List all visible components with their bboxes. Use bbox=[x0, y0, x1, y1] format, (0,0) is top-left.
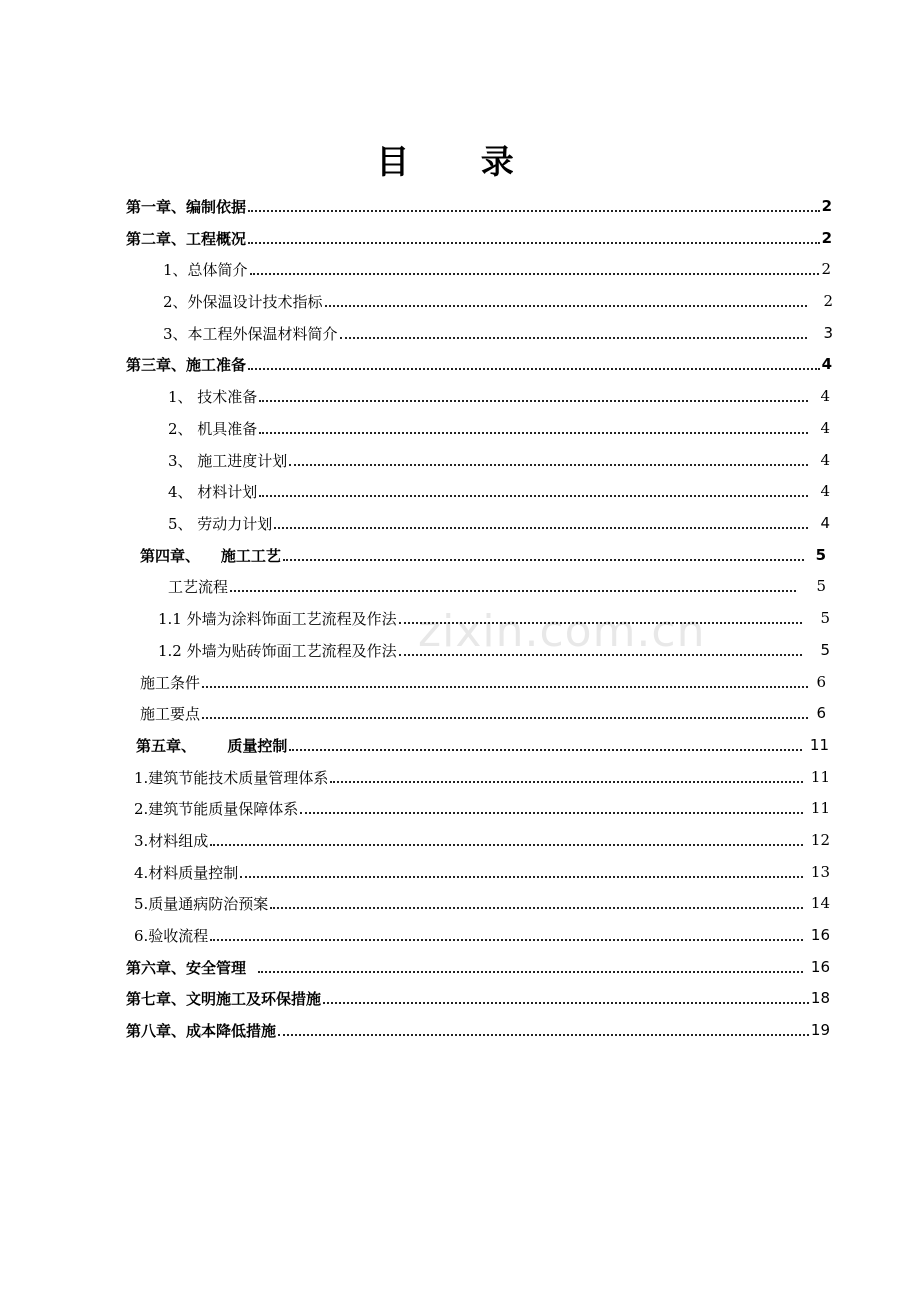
toc-entry-label: 第七章、文明施工及环保措施 bbox=[126, 989, 322, 1008]
toc-entry-page: 13 bbox=[810, 863, 830, 881]
toc-entry-label: 5.质量通病防治预案 bbox=[134, 894, 269, 913]
dot-leader bbox=[248, 210, 820, 212]
dot-leader bbox=[250, 273, 820, 275]
toc-entry-page: 14 bbox=[810, 894, 830, 912]
toc-entry-page: 11 bbox=[810, 768, 830, 786]
toc-entry-label: 第二章、工程概况 bbox=[126, 229, 247, 248]
toc-entry-page: 16 bbox=[810, 926, 830, 944]
toc-entry-label: 1.建筑节能技术质量管理体系 bbox=[134, 768, 329, 787]
toc-entry-label: 1.2 外墙为贴砖饰面工艺流程及作法 bbox=[158, 641, 397, 660]
toc-entry-page: 5 bbox=[820, 609, 830, 627]
toc-entry-page: 2 bbox=[821, 260, 831, 278]
toc-entry-chapter-1[interactable] bbox=[126, 192, 832, 220]
dot-leader bbox=[289, 749, 802, 751]
toc-entry-chapter-4[interactable] bbox=[140, 541, 826, 569]
toc-entry-label: 施工要点 bbox=[140, 704, 201, 723]
toc-entry-label: 第六章、安全管理 bbox=[126, 958, 247, 977]
toc-entry-3-2[interactable] bbox=[168, 414, 830, 442]
dot-leader bbox=[278, 1034, 809, 1036]
toc-entry-page: 4 bbox=[820, 419, 830, 437]
toc-entry-5-4[interactable] bbox=[134, 858, 830, 886]
toc-entry-label: 3.材料组成 bbox=[134, 831, 209, 850]
toc-entry-page: 5 bbox=[815, 546, 826, 564]
toc-entry-5-6[interactable] bbox=[134, 921, 830, 949]
dot-leader bbox=[340, 337, 808, 339]
dot-leader bbox=[323, 1002, 809, 1004]
toc-entry-4-process[interactable] bbox=[168, 572, 826, 600]
watermark: zixin.com.cn bbox=[418, 606, 706, 657]
toc-entry-page: 4 bbox=[821, 355, 832, 373]
toc-entry-label: 第八章、成本降低措施 bbox=[126, 1021, 277, 1040]
toc-entry-3-1[interactable] bbox=[168, 382, 830, 410]
toc-entry-page: 18 bbox=[810, 989, 830, 1007]
toc-entry-label: 2、外保温设计技术指标 bbox=[163, 292, 323, 311]
dot-leader bbox=[258, 971, 803, 973]
toc-entry-5-3[interactable] bbox=[134, 826, 830, 854]
dot-leader bbox=[325, 305, 808, 307]
dot-leader bbox=[202, 717, 808, 719]
dot-leader bbox=[274, 527, 808, 529]
toc-entry-label: 3、本工程外保温材料简介 bbox=[163, 324, 338, 343]
toc-entry-page: 16 bbox=[810, 958, 830, 976]
toc-entry-chapter-3[interactable] bbox=[126, 350, 832, 378]
toc-entry-chapter-6[interactable] bbox=[126, 953, 830, 981]
toc-entry-4-conditions[interactable] bbox=[140, 668, 826, 696]
toc-entry-label: 5、 劳动力计划 bbox=[168, 514, 273, 533]
dot-leader bbox=[202, 686, 808, 688]
toc-entry-page: 3 bbox=[823, 324, 833, 342]
dot-leader bbox=[210, 939, 803, 941]
dot-leader bbox=[240, 876, 803, 878]
page-title: 目 录 bbox=[376, 142, 544, 181]
toc-entry-label: 施工条件 bbox=[140, 673, 201, 692]
toc-entry-page: 4 bbox=[820, 451, 830, 469]
toc-entry-label: 4、 材料计划 bbox=[168, 482, 258, 501]
dot-leader bbox=[259, 432, 808, 434]
toc-entry-5-2[interactable] bbox=[134, 794, 830, 822]
toc-entry-label: 2.建筑节能质量保障体系 bbox=[134, 799, 299, 818]
dot-leader bbox=[248, 368, 820, 370]
toc-entry-4-1-1[interactable] bbox=[158, 604, 830, 632]
dot-leader bbox=[230, 590, 796, 592]
toc-entry-label: 2、 机具准备 bbox=[168, 419, 258, 438]
toc-entry-5-5[interactable] bbox=[134, 889, 830, 917]
toc-entry-page: 6 bbox=[816, 673, 826, 691]
toc-entry-chapter-7[interactable] bbox=[126, 984, 830, 1012]
toc-entry-page: 11 bbox=[810, 799, 830, 817]
dot-leader bbox=[270, 907, 803, 909]
toc-entry-page: 4 bbox=[820, 514, 830, 532]
toc-entry-2-3[interactable] bbox=[163, 319, 833, 347]
toc-entry-2-1[interactable] bbox=[163, 255, 831, 283]
toc-entry-chapter-5[interactable] bbox=[136, 731, 829, 759]
toc-entry-4-1-2[interactable] bbox=[158, 636, 830, 664]
toc-entry-page: 5 bbox=[816, 577, 826, 595]
dot-leader bbox=[210, 844, 803, 846]
toc-entry-page: 5 bbox=[820, 641, 830, 659]
dot-leader bbox=[330, 781, 803, 783]
toc-entry-label: 1、 技术准备 bbox=[168, 387, 258, 406]
toc-entry-page: 19 bbox=[810, 1021, 830, 1039]
toc-entry-3-5[interactable] bbox=[168, 509, 830, 537]
dot-leader bbox=[289, 464, 808, 466]
toc-entry-4-key-points[interactable] bbox=[140, 699, 826, 727]
dot-leader bbox=[300, 812, 803, 814]
dot-leader bbox=[283, 559, 804, 561]
dot-leader bbox=[399, 654, 803, 656]
toc-entry-page: 2 bbox=[821, 229, 832, 247]
dot-leader bbox=[259, 400, 808, 402]
toc-entry-label: 1、总体简介 bbox=[163, 260, 248, 279]
toc-entry-3-4[interactable] bbox=[168, 477, 830, 505]
toc-entry-page: 12 bbox=[810, 831, 830, 849]
toc-entry-label: 第三章、施工准备 bbox=[126, 355, 247, 374]
toc-entry-2-2[interactable] bbox=[163, 287, 833, 315]
toc-entry-page: 4 bbox=[820, 482, 830, 500]
toc-entry-label: 3、 施工进度计划 bbox=[168, 451, 288, 470]
toc-entry-5-1[interactable] bbox=[134, 763, 830, 791]
toc-entry-label: 1.1 外墙为涂料饰面工艺流程及作法 bbox=[158, 609, 397, 628]
dot-leader bbox=[399, 622, 803, 624]
toc-entry-chapter-8[interactable] bbox=[126, 1016, 830, 1044]
dot-leader bbox=[248, 242, 820, 244]
dot-leader bbox=[259, 495, 808, 497]
toc-entry-page: 2 bbox=[823, 292, 833, 310]
toc-entry-page: 4 bbox=[820, 387, 830, 405]
toc-entry-chapter-2[interactable] bbox=[126, 224, 832, 252]
toc-entry-label: 工艺流程 bbox=[168, 577, 229, 596]
toc-entry-label: 第五章、 质量控制 bbox=[136, 736, 288, 755]
toc-entry-page: 11 bbox=[809, 736, 829, 754]
toc-entry-3-3[interactable] bbox=[168, 446, 830, 474]
toc-entry-label: 第一章、编制依据 bbox=[126, 197, 247, 216]
toc-entry-label: 第四章、 施工工艺 bbox=[140, 546, 281, 565]
toc-entry-label: 6.验收流程 bbox=[134, 926, 209, 945]
toc-entry-page: 6 bbox=[816, 704, 826, 722]
toc-entry-page: 2 bbox=[821, 197, 832, 215]
toc-entry-label: 4.材料质量控制 bbox=[134, 863, 239, 882]
